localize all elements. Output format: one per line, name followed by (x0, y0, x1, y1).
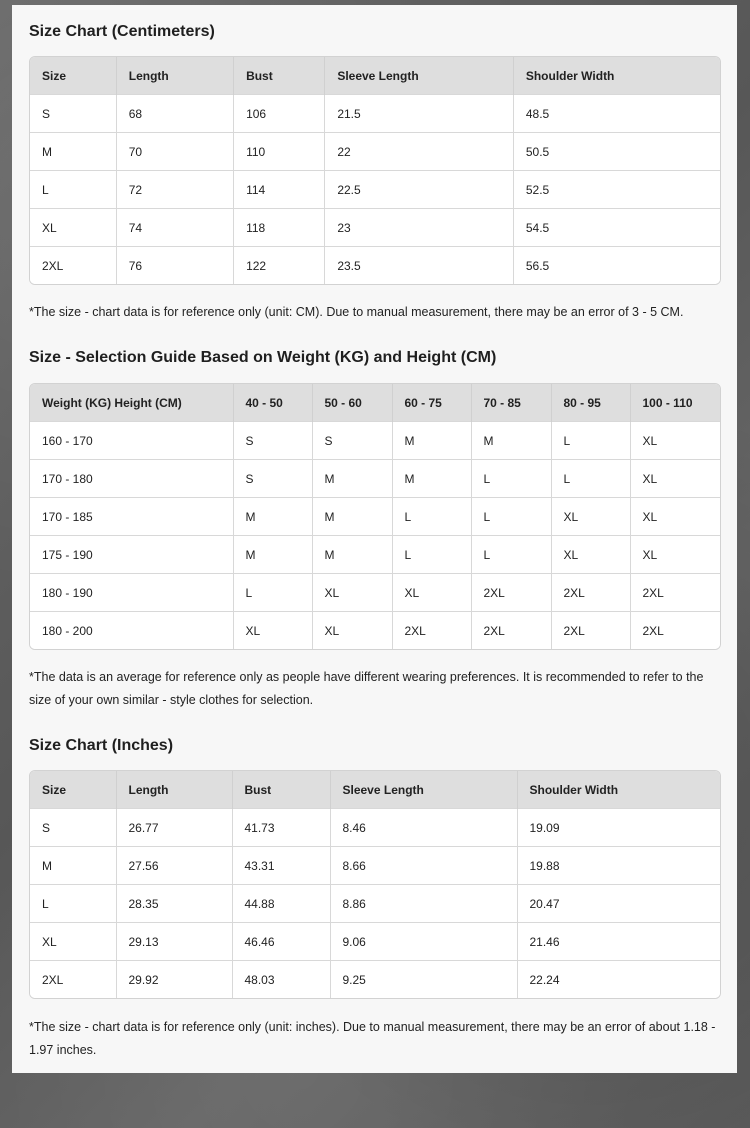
column-header: 70 - 85 (471, 384, 551, 422)
table-cell: M (233, 498, 312, 536)
table-cell: 27.56 (116, 847, 232, 885)
table-row (30, 133, 720, 171)
table-cell: XL (30, 923, 116, 961)
table-cell: 50.5 (513, 133, 720, 171)
table-header-row (30, 384, 720, 422)
table-row (30, 847, 720, 885)
table-cell: S (312, 422, 392, 460)
table-cell: 2XL (471, 574, 551, 612)
table-cell: L (233, 574, 312, 612)
inch-size-table (29, 770, 721, 999)
table-cell: 48.5 (513, 95, 720, 133)
table-cell: 2XL (30, 247, 116, 285)
table-cell: L (30, 885, 116, 923)
table-cell: 68 (116, 95, 233, 133)
table-cell: L (551, 422, 630, 460)
table-cell: 22 (325, 133, 514, 171)
table-cell: XL (30, 209, 116, 247)
table-cell: 8.66 (330, 847, 517, 885)
table-cell: 2XL (392, 612, 471, 650)
table-cell: 2XL (551, 574, 630, 612)
table-cell: XL (392, 574, 471, 612)
table-cell: XL (630, 422, 720, 460)
guide-note: *The data is an average for reference only as people have different wearing preferences. It is recommended to refer to the size of your own similar - style clothes for selection. (29, 670, 704, 707)
table-row (30, 460, 720, 498)
table-cell: 170 - 180 (30, 460, 233, 498)
column-header: 50 - 60 (312, 384, 392, 422)
table-cell: S (30, 95, 116, 133)
table-cell: XL (630, 536, 720, 574)
table-row (30, 574, 720, 612)
table-cell: 28.35 (116, 885, 232, 923)
table-cell: 9.25 (330, 961, 517, 999)
table-header-row (30, 771, 720, 809)
table-cell: S (233, 460, 312, 498)
column-header: 80 - 95 (551, 384, 630, 422)
table-cell: 46.46 (232, 923, 330, 961)
table-cell: 106 (234, 95, 325, 133)
table-header-row (30, 57, 720, 95)
table-cell: L (392, 536, 471, 574)
table-cell: 29.92 (116, 961, 232, 999)
column-header: Length (116, 771, 232, 809)
size-guide-table (29, 383, 721, 650)
table-cell: 2XL (630, 574, 720, 612)
table-cell: 160 - 170 (30, 422, 233, 460)
table-cell: S (233, 422, 312, 460)
table-cell: M (30, 133, 116, 171)
table-cell: 29.13 (116, 923, 232, 961)
table-cell: XL (233, 612, 312, 650)
table-cell: 8.46 (330, 809, 517, 847)
column-header: Bust (232, 771, 330, 809)
table-row (30, 209, 720, 247)
table-cell: 48.03 (232, 961, 330, 999)
column-header: Size (30, 771, 116, 809)
table-cell: 180 - 200 (30, 612, 233, 650)
cm-chart-title: Size Chart (Centimeters) (29, 23, 215, 40)
table-cell: 19.88 (517, 847, 720, 885)
table-cell: 9.06 (330, 923, 517, 961)
table-cell: 114 (234, 171, 325, 209)
table-cell: 175 - 190 (30, 536, 233, 574)
column-header: Shoulder Width (517, 771, 720, 809)
table-cell: XL (630, 460, 720, 498)
table-cell: 43.31 (232, 847, 330, 885)
table-cell: 22.5 (325, 171, 514, 209)
table-cell: M (312, 460, 392, 498)
table-cell: 76 (116, 247, 233, 285)
cm-chart-note: *The size - chart data is for reference only (unit: CM). Due to manual measurement, there may be an error of 3 - 5 CM. (29, 305, 684, 319)
column-header: Weight (KG) Height (CM) (30, 384, 233, 422)
table-cell: L (392, 498, 471, 536)
table-cell: 19.09 (517, 809, 720, 847)
table-cell: 122 (234, 247, 325, 285)
table-cell: 44.88 (232, 885, 330, 923)
inch-chart-title: Size Chart (Inches) (29, 737, 174, 754)
table-cell: 52.5 (513, 171, 720, 209)
table-row (30, 612, 720, 650)
table-cell: 23 (325, 209, 514, 247)
table-cell: 54.5 (513, 209, 720, 247)
table-row (30, 498, 720, 536)
table-cell: 72 (116, 171, 233, 209)
column-header: 100 - 110 (630, 384, 720, 422)
table-cell: M (471, 422, 551, 460)
table-cell: 2XL (630, 612, 720, 650)
table-cell: L (471, 460, 551, 498)
table-cell: S (30, 809, 116, 847)
table-cell: 70 (116, 133, 233, 171)
table-cell: 118 (234, 209, 325, 247)
table-cell: M (233, 536, 312, 574)
column-header: Sleeve Length (325, 57, 514, 95)
column-header: 60 - 75 (392, 384, 471, 422)
table-row (30, 923, 720, 961)
column-header: Bust (234, 57, 325, 95)
table-cell: L (551, 460, 630, 498)
table-cell: XL (551, 498, 630, 536)
table-row (30, 247, 720, 285)
table-cell: 74 (116, 209, 233, 247)
table-cell: 170 - 185 (30, 498, 233, 536)
table-cell: M (312, 536, 392, 574)
table-cell: L (471, 498, 551, 536)
table-cell: XL (312, 612, 392, 650)
table-row (30, 95, 720, 133)
table-cell: M (392, 460, 471, 498)
table-row (30, 961, 720, 999)
table-cell: M (30, 847, 116, 885)
table-cell: M (312, 498, 392, 536)
table-cell: 41.73 (232, 809, 330, 847)
cm-size-table (29, 56, 721, 285)
table-row (30, 885, 720, 923)
column-header: 40 - 50 (233, 384, 312, 422)
table-row (30, 171, 720, 209)
table-cell: 110 (234, 133, 325, 171)
table-cell: 2XL (30, 961, 116, 999)
table-cell: 20.47 (517, 885, 720, 923)
table-row (30, 536, 720, 574)
table-cell: 180 - 190 (30, 574, 233, 612)
column-header: Size (30, 57, 116, 95)
table-cell: M (392, 422, 471, 460)
table-cell: 22.24 (517, 961, 720, 999)
table-cell: 2XL (471, 612, 551, 650)
table-cell: XL (551, 536, 630, 574)
table-cell: 21.46 (517, 923, 720, 961)
table-cell: 56.5 (513, 247, 720, 285)
table-row (30, 422, 720, 460)
size-chart-panel (12, 5, 737, 1073)
table-cell: 2XL (551, 612, 630, 650)
table-cell: 21.5 (325, 95, 514, 133)
table-cell: L (30, 171, 116, 209)
table-cell: L (471, 536, 551, 574)
column-header: Sleeve Length (330, 771, 517, 809)
inch-chart-note: *The size - chart data is for reference only (unit: inches). Due to manual measurement, there may be an error of about 1.18 - 1.97 inches. (29, 1020, 716, 1057)
table-cell: 23.5 (325, 247, 514, 285)
table-cell: 26.77 (116, 809, 232, 847)
column-header: Shoulder Width (513, 57, 720, 95)
table-cell: XL (630, 498, 720, 536)
table-cell: 8.86 (330, 885, 517, 923)
table-cell: XL (312, 574, 392, 612)
guide-title: Size - Selection Guide Based on Weight (KG) and Height (CM) (29, 349, 497, 366)
column-header: Length (116, 57, 233, 95)
table-row (30, 809, 720, 847)
